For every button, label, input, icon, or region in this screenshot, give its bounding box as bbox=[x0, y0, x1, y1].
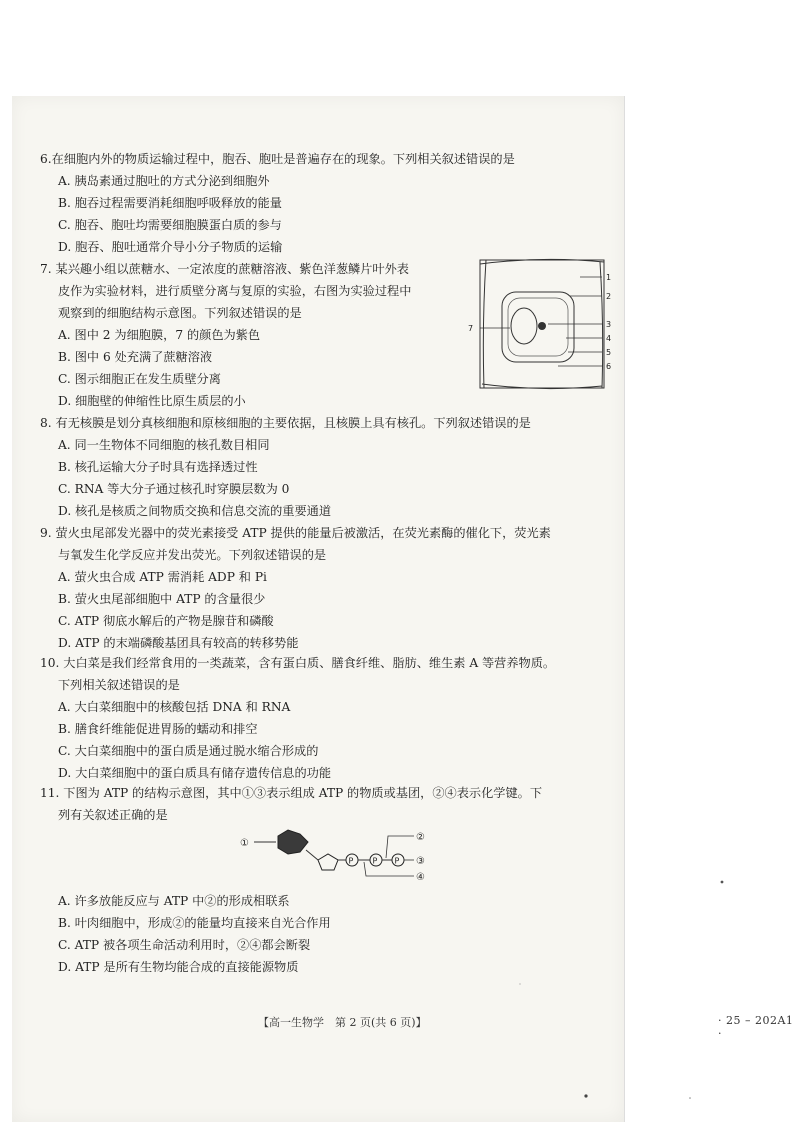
question-7-stem-line-3: 观察到的细胞结构示意图。下列叙述错误的是 bbox=[58, 306, 302, 320]
question-6-option-a: A. 胰岛素通过胞吐的方式分泌到细胞外 bbox=[58, 174, 270, 188]
question-8-option-b: B. 核孔运输大分子时具有选择透过性 bbox=[58, 460, 258, 474]
question-9-option-d: D. ATP 的末端磷酸基团具有较高的转移势能 bbox=[58, 636, 299, 650]
question-9-option-b: B. 萤火虫尾部细胞中 ATP 的含量很少 bbox=[58, 592, 266, 606]
question-10-stem-line-2: 下列相关叙述错误的是 bbox=[58, 678, 180, 692]
question-10 bbox=[40, 652, 600, 784]
figure-label-7: 7 bbox=[468, 324, 474, 333]
question-11-option-a: A. 许多放能反应与 ATP 中②的形成相联系 bbox=[58, 894, 290, 908]
question-9-option-c: C. ATP 彻底水解后的产物是腺苷和磷酸 bbox=[58, 614, 274, 628]
ribose-icon bbox=[318, 854, 338, 870]
phosphate-label-3: P bbox=[394, 856, 400, 866]
question-6-option-c: C. 胞吞、胞吐均需要细胞膜蛋白质的参与 bbox=[58, 218, 282, 232]
atp-label-4: ④ bbox=[416, 872, 425, 883]
question-10-option-c: C. 大白菜细胞中的蛋白质是通过脱水缩合形成的 bbox=[58, 744, 319, 758]
question-10-option-d: D. 大白菜细胞中的蛋白质具有储存遗传信息的功能 bbox=[58, 766, 332, 780]
question-7-option-d: D. 细胞壁的伸缩性比原生质层的小 bbox=[58, 394, 246, 408]
question-9-stem-line-1: 9. 萤火虫尾部发光器中的荧光素接受 ATP 提供的能量后被激活，在荧光素酶的催化下，荧光素 bbox=[40, 526, 551, 540]
page-footer-label: 【高一生物学 第 2 页(共 6 页)】 bbox=[258, 1016, 427, 1029]
figure-label-4: 4 bbox=[606, 334, 612, 343]
question-10-option-b: B. 膳食纤维能促进胃肠的蠕动和排空 bbox=[58, 722, 258, 736]
figure-label-5: 5 bbox=[606, 348, 612, 357]
phosphate-label-1: P bbox=[348, 856, 354, 866]
nucleus bbox=[538, 322, 546, 330]
question-7-stem-line-1: 7. 某兴趣小组以蔗糖水、一定浓度的蔗糖溶液、紫色洋葱鳞片叶外表 bbox=[40, 262, 409, 276]
vacuole-membrane bbox=[508, 298, 568, 356]
page-footer-code: · 25 – 202A1 · bbox=[718, 1014, 794, 1040]
question-6 bbox=[40, 148, 600, 258]
question-9-option-a: A. 萤火虫合成 ATP 需消耗 ADP 和 Pi bbox=[58, 570, 267, 584]
question-7-option-a: A. 图中 2 为细胞膜，7 的颜色为紫色 bbox=[58, 328, 261, 342]
question-11-stem-line-1: 11. 下图为 ATP 的结构示意图，其中①③表示组成 ATP 的物质或基团，②④表示化学键。下 bbox=[40, 786, 543, 800]
phosphate-label-2: P bbox=[372, 856, 378, 866]
question-9 bbox=[40, 522, 600, 654]
question-6-option-b: B. 胞吞过程需要消耗细胞呼吸释放的能量 bbox=[58, 196, 282, 210]
atp-label-3: ③ bbox=[416, 856, 425, 867]
question-11 bbox=[40, 782, 600, 826]
figure-label-2: 2 bbox=[606, 292, 612, 301]
question-11-options bbox=[40, 890, 600, 978]
atp-label-1: ① bbox=[240, 838, 249, 849]
figure-label-3: 3 bbox=[606, 320, 612, 329]
question-11-stem-line-2: 列有关叙述正确的是 bbox=[58, 808, 168, 822]
figure-label-1: 1 bbox=[606, 273, 612, 282]
question-11-option-d: D. ATP 是所有生物均能合成的直接能源物质 bbox=[58, 960, 299, 974]
figure-label-6: 6 bbox=[606, 362, 612, 371]
question-8-option-d: D. 核孔是核质之间物质交换和信息交流的重要通道 bbox=[58, 504, 332, 518]
question-6-option-d: D. 胞吞、胞吐通常介导小分子物质的运输 bbox=[58, 240, 283, 254]
question-8-option-c: C. RNA 等大分子通过核孔时穿膜层数为 0 bbox=[58, 482, 290, 496]
question-7-stem-line-2: 皮作为实验材料，进行质壁分离与复原的实验，右图为实验过程中 bbox=[58, 284, 412, 298]
question-11-option-b: B. 叶肉细胞中，形成②的能量均直接来自光合作用 bbox=[58, 916, 331, 930]
figure-leader-lines bbox=[480, 277, 602, 366]
atp-bond-base-sugar bbox=[306, 850, 318, 860]
question-7-option-c: C. 图示细胞正在发生质壁分离 bbox=[58, 372, 221, 386]
paper-edge bbox=[624, 96, 625, 1122]
plasmolysis-cell-figure bbox=[462, 254, 622, 394]
question-10-option-a: A. 大白菜细胞中的核酸包括 DNA 和 RNA bbox=[58, 700, 291, 714]
question-10-stem-line-1: 10. 大白菜是我们经常食用的一类蔬菜，含有蛋白质、膳食纤维、脂肪、维生素 A 等营养物质。 bbox=[40, 656, 556, 670]
question-9-stem-line-2: 与氧发生化学反应并发出荧光。下列叙述错误的是 bbox=[58, 548, 327, 562]
adenine-icon bbox=[278, 830, 308, 854]
vacuole bbox=[511, 308, 537, 344]
question-8 bbox=[40, 412, 600, 522]
question-11-option-c: C. ATP 被各项生命活动利用时，②④都会断裂 bbox=[58, 938, 311, 952]
protoplast-membrane bbox=[502, 292, 574, 362]
question-7-option-b: B. 图中 6 处充满了蔗糖溶液 bbox=[58, 350, 213, 364]
question-8-option-a: A. 同一生物体不同细胞的核孔数目相同 bbox=[58, 438, 270, 452]
atp-label-2: ② bbox=[416, 832, 425, 843]
atp-structure-figure bbox=[238, 822, 438, 886]
question-8-stem: 8. 有无核膜是划分真核细胞和原核细胞的主要依据，且核膜上具有核孔。下列叙述错误的是 bbox=[40, 416, 531, 430]
question-6-stem: 6.在细胞内外的物质运输过程中，胞吞、胞吐是普遍存在的现象。下列相关叙述错误的是 bbox=[40, 152, 515, 166]
